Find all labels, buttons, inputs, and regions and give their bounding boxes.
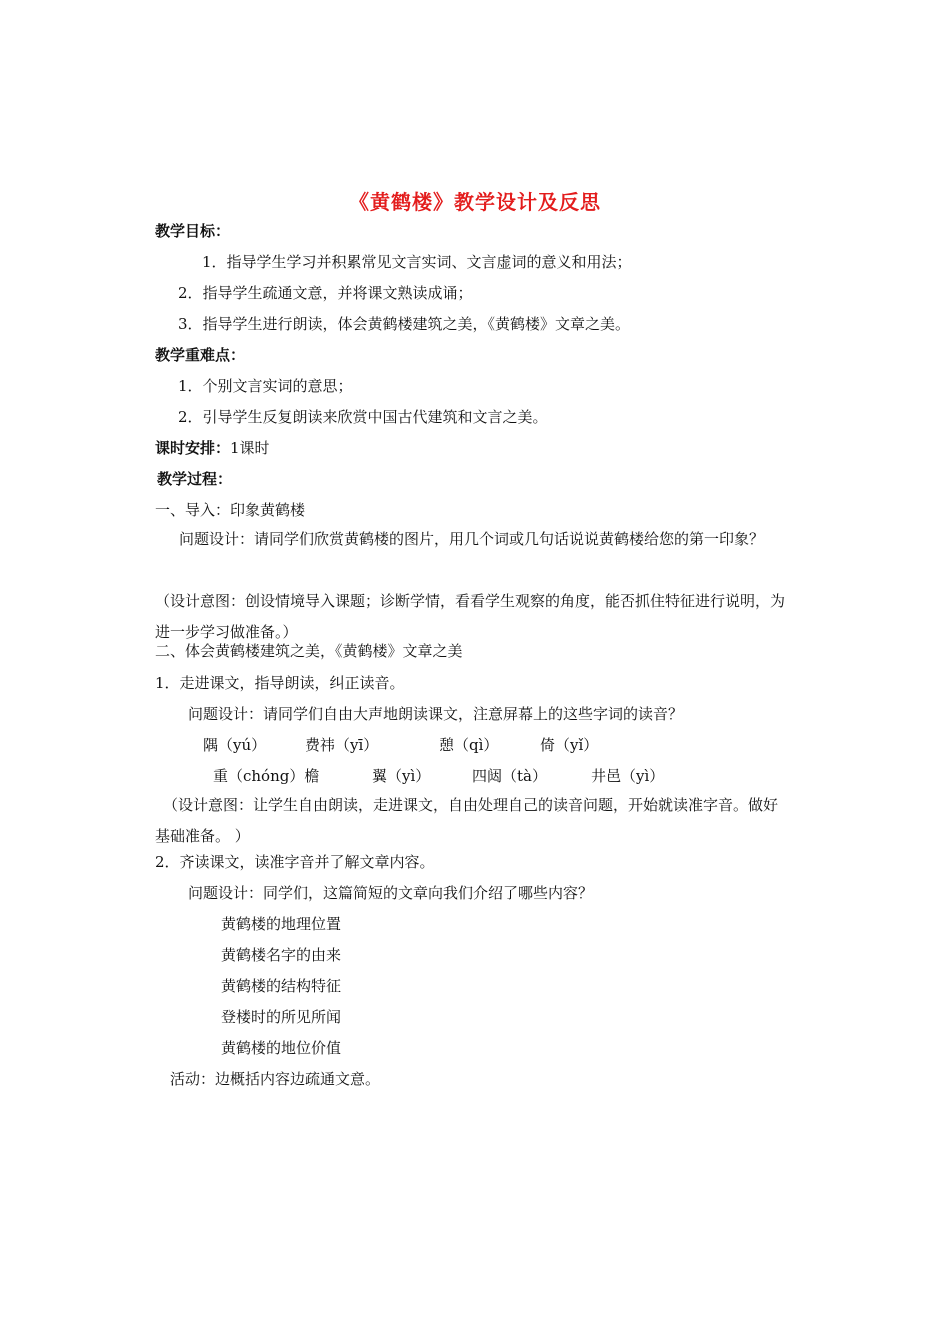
design-intent-2: （设计意图：让学生自由朗读，走进课文，自由处理自己的读音问题，开始就读准字音。做好基础准备。 ） bbox=[155, 796, 779, 845]
content-item: 黄鹤楼的地理位置 bbox=[221, 915, 342, 933]
schedule-line bbox=[155, 438, 270, 458]
pinyin-item: 隅（yú） bbox=[203, 736, 267, 754]
pinyin-item: 重（chóng）檐 bbox=[213, 767, 320, 785]
pinyin-item: 倚（yǐ） bbox=[540, 736, 599, 754]
step-1: 1．走进课文，指导朗读，纠正读音。 bbox=[155, 674, 405, 692]
content-item: 登楼时的所见所闻 bbox=[221, 1008, 342, 1026]
design-intent-1: （设计意图：创设情境导入课题；诊断学情，看看学生观察的角度，能否抓住特征进行说明，为进一步学习做准备。） bbox=[155, 592, 786, 641]
question-1: 问题设计：请同学们欣赏黄鹤楼的图片，用几个词或几句话说说黄鹤楼给您的第一印象？ bbox=[179, 530, 765, 548]
pinyin-item: 四闼（tà） bbox=[472, 767, 547, 785]
difficulties-heading: 教学重难点： bbox=[155, 346, 246, 364]
question-2: 问题设计：请同学们自由大声地朗读课文，注意屏幕上的这些字词的读音？ bbox=[188, 705, 684, 723]
page-title: 《黄鹤楼》教学设计及反思 bbox=[349, 190, 601, 214]
content-item: 黄鹤楼名字的由来 bbox=[221, 946, 342, 964]
goals-heading: 教学目标： bbox=[155, 222, 231, 240]
goal-item-3: 3．指导学生进行朗读，体会黄鹤楼建筑之美，《黄鹤楼》文章之美。 bbox=[178, 315, 631, 333]
question-3: 问题设计：同学们，这篇简短的文章向我们介绍了哪些内容？ bbox=[188, 884, 594, 902]
step-2: 2．齐读课文，读准字音并了解文章内容。 bbox=[155, 853, 435, 871]
pinyin-item: 憩（qì） bbox=[439, 736, 499, 754]
schedule-heading: 课时安排： bbox=[155, 439, 231, 457]
pinyin-item: 井邑（yì） bbox=[591, 767, 665, 785]
goal-item-2: 2．指导学生疏通文意，并将课文熟读成诵； bbox=[178, 284, 473, 302]
difficulty-item-2: 2．引导学生反复朗读来欣赏中国古代建筑和文言之美。 bbox=[178, 408, 548, 426]
activity-line: 活动：边概括内容边疏通文意。 bbox=[170, 1070, 381, 1088]
process-heading: 教学过程： bbox=[157, 470, 233, 488]
goal-item-1: 1．指导学生学习并积累常见文言实词、文言虚词的意义和用法； bbox=[202, 253, 632, 271]
content-item: 黄鹤楼的地位价值 bbox=[221, 1039, 342, 1057]
content-item: 黄鹤楼的结构特征 bbox=[221, 977, 342, 995]
difficulty-item-1: 1．个别文言实词的意思； bbox=[178, 377, 353, 395]
section-2-title: 二、体会黄鹤楼建筑之美，《黄鹤楼》文章之美 bbox=[155, 642, 463, 660]
pinyin-item: 费祎（yī） bbox=[305, 736, 379, 754]
pinyin-item: 翼（yì） bbox=[372, 767, 431, 785]
schedule-value: 1课时 bbox=[230, 439, 270, 457]
section-1-title: 一、导入：印象黄鹤楼 bbox=[155, 501, 306, 519]
